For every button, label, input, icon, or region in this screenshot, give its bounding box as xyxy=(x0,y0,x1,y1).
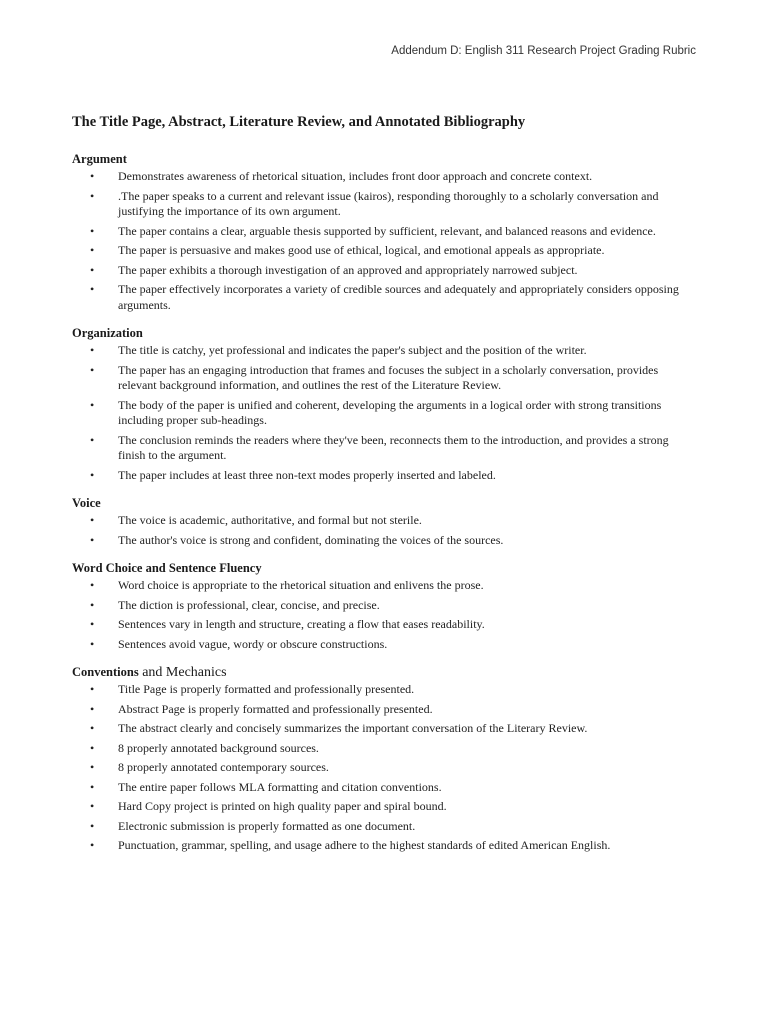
list-item xyxy=(72,189,696,220)
list-item xyxy=(72,398,696,429)
list-item xyxy=(72,760,696,776)
bullet-icon: • xyxy=(90,243,95,257)
list-item-text: Hard Copy project is printed on high quality paper and spiral bound. xyxy=(118,799,447,813)
section-heading-plain: and Mechanics xyxy=(138,665,227,680)
section-heading-bold: Organization xyxy=(72,326,143,340)
list-item-text: The voice is academic, authoritative, and formal but not sterile. xyxy=(118,513,422,527)
list-item xyxy=(72,682,696,698)
bullet-icon: • xyxy=(90,362,95,377)
bullet-icon: • xyxy=(90,432,95,447)
bullet-icon: • xyxy=(90,262,95,277)
document-title: The Title Page, Abstract, Literature Review, and Annotated Bibliography xyxy=(72,114,526,130)
section-organization xyxy=(72,326,696,483)
bullet-icon: • xyxy=(90,701,95,716)
list-item xyxy=(72,637,696,653)
list-item xyxy=(72,363,696,394)
bullet-icon: • xyxy=(90,169,95,183)
list-item-text: The diction is professional, clear, concise, and precise. xyxy=(118,597,380,612)
list-item xyxy=(72,513,696,529)
list-item-text: The abstract clearly and concisely summarizes the important conversation of the Literary Review. xyxy=(118,721,588,735)
bullet-icon: • xyxy=(90,617,95,631)
list-item xyxy=(72,169,696,185)
bullet-icon: • xyxy=(90,467,95,482)
list-item xyxy=(72,741,696,757)
list-item xyxy=(72,533,696,549)
list-item-text: 8 properly annotated contemporary sources. xyxy=(118,760,329,774)
list-item xyxy=(72,263,696,279)
list-item xyxy=(72,224,696,240)
bullet-icon: • xyxy=(90,578,95,592)
running-header: Addendum D: English 311 Research Project Grading Rubric xyxy=(391,45,696,57)
list-item xyxy=(72,243,696,259)
list-item-text: The paper contains a clear, arguable thesis supported by sufficient, relevant, and balanced reasons and evidence. xyxy=(118,223,656,238)
list-item-text: The body of the paper is unified and coherent, developing the arguments in a logical order with strong transitions including proper sub-headings. xyxy=(118,397,662,427)
section-heading-bold: Conventions xyxy=(72,665,139,679)
document-body xyxy=(72,113,696,867)
section-argument xyxy=(72,152,696,313)
bullet-list xyxy=(72,343,696,483)
list-item-text: The paper has an engaging introduction that frames and focuses the subject in a scholarly conversation, provides relevant background information, and outlines the rest of the Literature Review. xyxy=(118,362,659,392)
bullet-icon: • xyxy=(90,799,95,813)
bullet-icon: • xyxy=(90,532,95,547)
section-voice xyxy=(72,496,696,548)
bullet-icon: • xyxy=(90,397,95,412)
section-heading xyxy=(72,496,696,511)
list-item xyxy=(72,838,696,854)
list-item-text: The title is catchy, yet professional and indicates the paper's subject and the position of the writer. xyxy=(118,343,587,357)
section-heading xyxy=(72,561,696,576)
bullet-icon: • xyxy=(90,223,95,238)
section-heading xyxy=(72,665,696,680)
bullet-icon: • xyxy=(90,760,95,774)
list-item-text: Demonstrates awareness of rhetorical situation, includes front door approach and concrete context. xyxy=(118,169,593,183)
list-item-text: Electronic submission is properly formatted as one document. xyxy=(118,818,416,833)
bullet-list xyxy=(72,682,696,854)
list-item-text: The entire paper follows MLA formatting and citation conventions. xyxy=(118,779,442,794)
list-item xyxy=(72,780,696,796)
bullet-icon: • xyxy=(90,636,95,651)
list-item xyxy=(72,598,696,614)
bullet-icon: • xyxy=(90,779,95,794)
bullet-icon: • xyxy=(90,597,95,612)
bullet-icon: • xyxy=(90,740,95,755)
list-item-text: Word choice is appropriate to the rhetorical situation and enlivens the prose. xyxy=(118,578,484,592)
bullet-icon: • xyxy=(90,513,95,527)
bullet-icon: • xyxy=(90,838,95,852)
list-item-text: Abstract Page is properly formatted and professionally presented. xyxy=(118,701,433,716)
list-item xyxy=(72,819,696,835)
list-item-text: The paper effectively incorporates a variety of credible sources and adequately and appropriately considers opposing arguments. xyxy=(118,282,679,312)
section-word-choice-and-sentence-fluency xyxy=(72,561,696,652)
list-item-text: The paper is persuasive and makes good use of ethical, logical, and emotional appeals as appropriate. xyxy=(118,243,605,257)
list-item-text: 8 properly annotated background sources. xyxy=(118,740,319,755)
list-item-text: Title Page is properly formatted and professionally presented. xyxy=(118,682,415,696)
bullet-list xyxy=(72,513,696,548)
list-item xyxy=(72,702,696,718)
list-item-text: The conclusion reminds the readers where they've been, reconnects them to the introduction, and provides a strong finish to the argument. xyxy=(118,432,669,462)
list-item-text: The paper includes at least three non-text modes properly inserted and labeled. xyxy=(118,467,496,482)
list-item-text: Sentences avoid vague, wordy or obscure constructions. xyxy=(118,636,388,651)
bullet-icon: • xyxy=(90,818,95,833)
section-conventions xyxy=(72,665,696,854)
list-item xyxy=(72,617,696,633)
bullet-icon: • xyxy=(90,188,95,203)
list-item xyxy=(72,433,696,464)
list-item-text: The paper exhibits a thorough investigation of an approved and appropriately narrowed subject. xyxy=(118,262,578,277)
section-heading-bold: Voice xyxy=(72,496,101,510)
bullet-icon: • xyxy=(90,682,95,696)
section-heading-bold: Argument xyxy=(72,152,127,166)
list-item-text: .The paper speaks to a current and relevant issue (kairos), responding thoroughly to a scholarly conversation and justifying the importance of its own argument. xyxy=(118,188,659,218)
bullet-icon: • xyxy=(90,343,95,357)
list-item-text: The author's voice is strong and confident, dominating the voices of the sources. xyxy=(118,532,504,547)
list-item xyxy=(72,578,696,594)
section-heading xyxy=(72,152,696,167)
list-item xyxy=(72,282,696,313)
rubric-sections xyxy=(72,152,696,854)
section-heading xyxy=(72,326,696,341)
bullet-icon: • xyxy=(90,282,95,296)
list-item xyxy=(72,468,696,484)
list-item-text: Sentences vary in length and structure, creating a flow that eases readability. xyxy=(118,617,485,631)
list-item xyxy=(72,343,696,359)
bullet-icon: • xyxy=(90,721,95,735)
bullet-list xyxy=(72,578,696,652)
section-heading-bold: Word Choice and Sentence Fluency xyxy=(72,561,262,575)
list-item-text: Punctuation, grammar, spelling, and usage adhere to the highest standards of edited American English. xyxy=(118,838,611,852)
list-item xyxy=(72,721,696,737)
list-item xyxy=(72,799,696,815)
bullet-list xyxy=(72,169,696,313)
